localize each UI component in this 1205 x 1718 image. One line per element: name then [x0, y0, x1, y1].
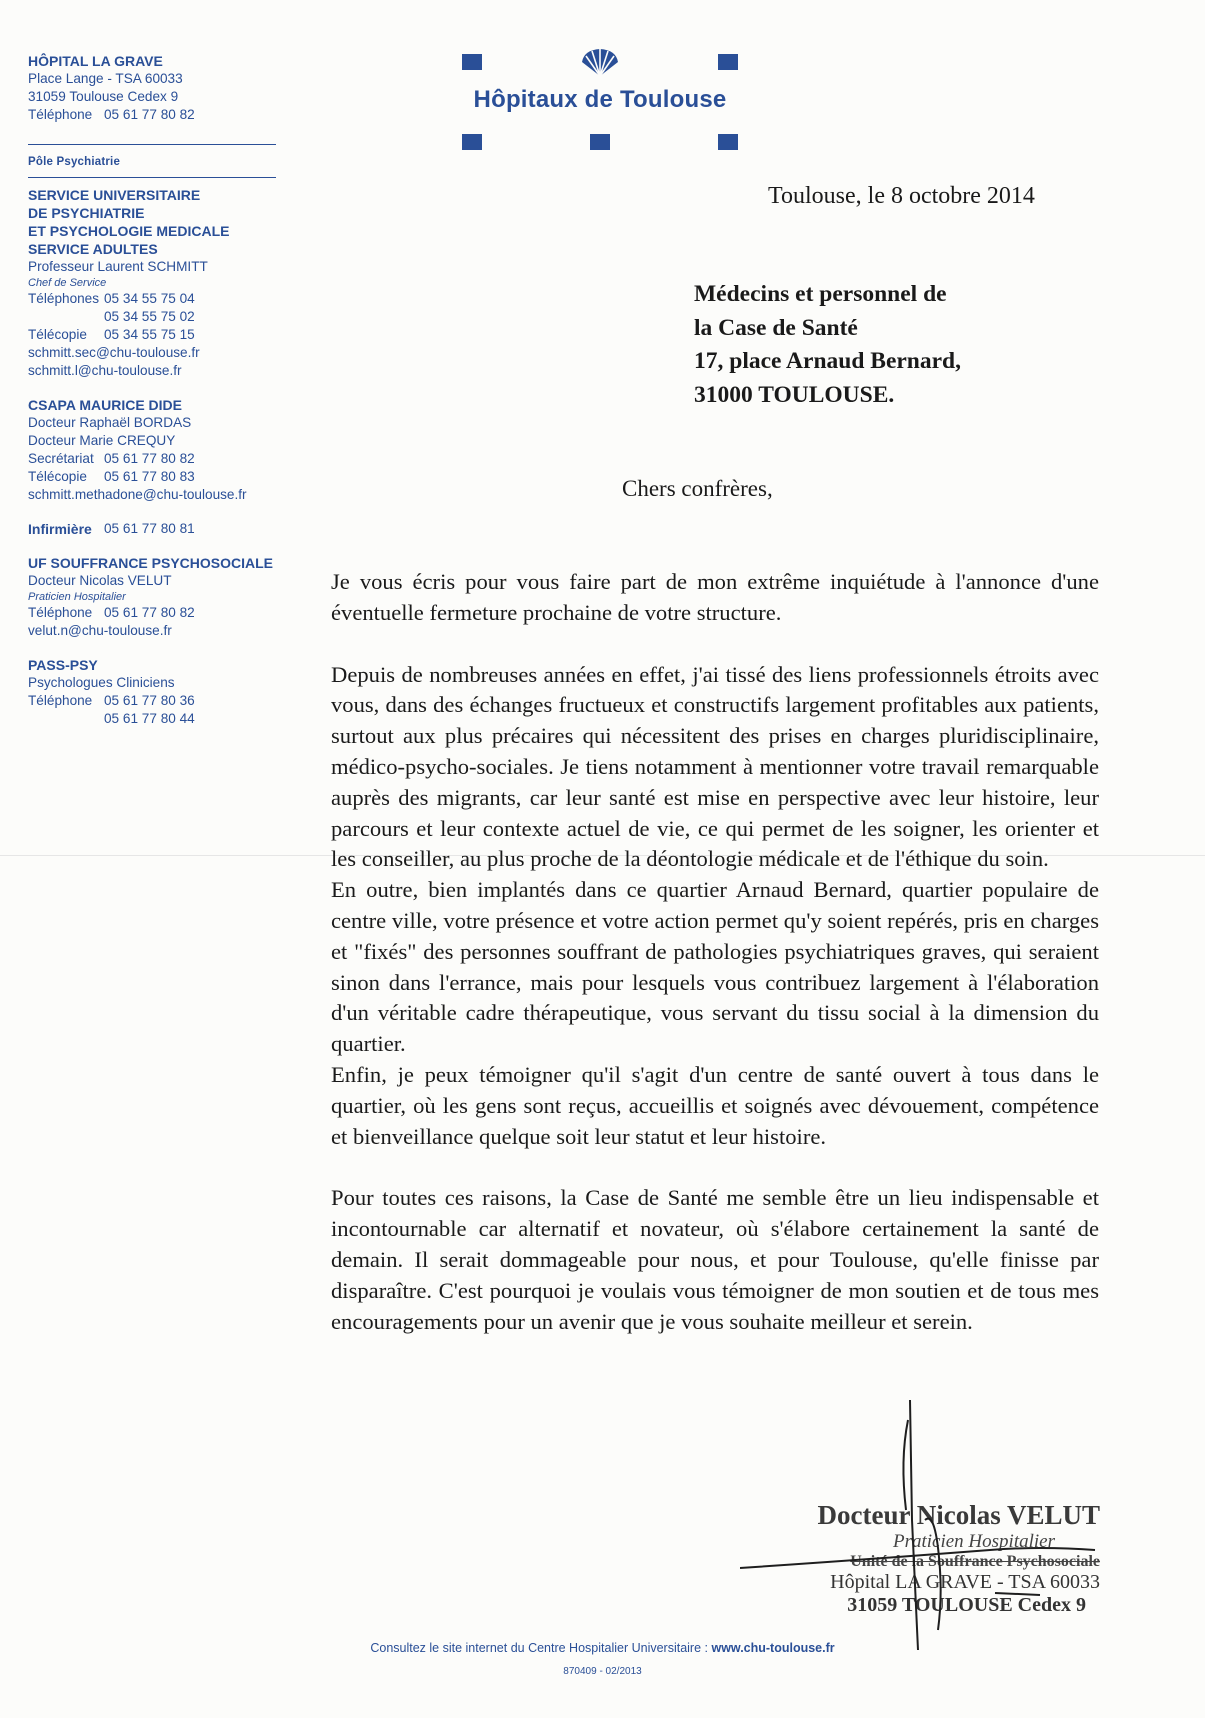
- uf-role: Praticien Hospitalier: [28, 591, 126, 603]
- shell-icon: [580, 48, 620, 78]
- service-title-line: DE PSYCHIATRIE: [28, 205, 145, 221]
- logo-square: [462, 54, 482, 70]
- service-phone: 05 34 55 75 02: [104, 309, 195, 324]
- logo-square: [718, 134, 738, 150]
- footer-link[interactable]: www.chu-toulouse.fr: [711, 1641, 835, 1655]
- service-title-line: SERVICE ADULTES: [28, 241, 158, 257]
- footer: [0, 1641, 1205, 1655]
- footer-text: Consultez le site internet du Centre Hospitalier Universitaire :: [370, 1641, 712, 1655]
- csapa-doctor: Docteur Raphaël BORDAS: [28, 415, 192, 430]
- service-email: schmitt.l@chu-toulouse.fr: [28, 363, 182, 378]
- stamp-unit: Unité de la Souffrance Psychosociale: [850, 1553, 1100, 1570]
- service-phone: Téléphones 05 34 55 75 04: [28, 291, 195, 306]
- uf-phone: Téléphone 05 61 77 80 82: [28, 605, 195, 620]
- service-head: Professeur Laurent SCHMITT: [28, 259, 208, 274]
- logo-square: [718, 54, 738, 70]
- hospital-phone: Téléphone 05 61 77 80 82: [28, 107, 195, 122]
- letterhead-sidebar: [28, 52, 278, 728]
- paragraph: Depuis de nombreuses années en effet, j'ai tissé des liens professionnels étroits avec vous, dans des échanges fructueux et constructifs largement profitables aux patients, surtout aux plus précaires qui nécessitent des prises en charges pluridisciplinaire, médico-psycho-sociales. Je tiens notamment à mentionner votre travail remarquable auprès des migrants, car leur santé est mise en perspective avec leur histoire, leur parcours et leur contexte actuel de vie, ce qui permet de les soigner, les orienter et les conseiller, au plus proche de la déontologie médicale et de l'éthique du soin.: [331, 661, 1099, 872]
- csapa-email: schmitt.methadone@chu-toulouse.fr: [28, 487, 247, 502]
- uf-title: UF SOUFFRANCE PSYCHOSOCIALE: [28, 555, 274, 571]
- paragraph: Pour toutes ces raisons, la Case de Santé me semble être un lieu indispensable et incontournable car alternatif et novateur, où s'élabore certainement la santé de demain. Il serait dommageable pour nous, et pour Toulouse, qu'elle finisse par disparaître. C'est pourquoi je voulais vous témoigner de mon soutien et de tous mes encouragements pour un avenir que je vous souhaite meilleur et serein.: [331, 1185, 1099, 1334]
- stamp-city: 31059 TOULOUSE Cedex 9: [847, 1594, 1086, 1616]
- recipient-line: 17, place Arnaud Bernard,: [694, 348, 962, 374]
- letter-body: [331, 567, 1099, 1337]
- uf-doctor: Docteur Nicolas VELUT: [28, 573, 172, 588]
- service-title-line: SERVICE UNIVERSITAIRE: [28, 187, 201, 203]
- csapa-fax: Télécopie 05 61 77 80 83: [28, 469, 195, 484]
- divider: [28, 144, 276, 145]
- stamp-name: Docteur Nicolas VELUT: [817, 1500, 1100, 1530]
- recipient-line: la Case de Santé: [694, 314, 858, 341]
- logo-square: [462, 134, 482, 150]
- greeting: Chers confrères,: [622, 476, 773, 501]
- paragraph: Je vous écris pour vous faire part de mon extrême inquiétude à l'annonce d'une éventuelle fermeture prochaine de votre structure.: [331, 569, 1099, 625]
- pass-title: PASS-PSY: [28, 657, 98, 673]
- hospital-name: HÔPITAL LA GRAVE: [28, 53, 163, 69]
- pole-label: Pôle Psychiatrie: [28, 156, 121, 168]
- service-fax: Télécopie 05 34 55 75 15: [28, 327, 195, 342]
- service-email: schmitt.sec@chu-toulouse.fr: [28, 345, 200, 360]
- logo-square: [590, 134, 610, 150]
- paragraph: Enfin, je peux témoigner qu'il s'agit d'un centre de santé ouvert à tous dans le quartier, où les gens sont reçus, accueillis et soignés avec dévouement, compétence et bienveillance quelque soit leur statut et leur histoire.: [331, 1061, 1099, 1149]
- infirmiere-phone: Infirmière 05 61 77 80 81: [28, 521, 195, 537]
- logo-text: Hôpitaux de Toulouse: [473, 86, 727, 113]
- pass-subtitle: Psychologues Cliniciens: [28, 675, 175, 690]
- recipient-address: [694, 278, 961, 412]
- hospital-address-line: Place Lange - TSA 60033: [28, 71, 183, 86]
- pass-phone: 05 61 77 80 44: [104, 711, 195, 726]
- stamp-title: Praticien Hospitalier: [892, 1531, 1055, 1552]
- csapa-secretariat: Secrétariat 05 61 77 80 82: [28, 451, 195, 466]
- service-title-line: ET PSYCHOLOGIE MEDICALE: [28, 223, 230, 239]
- stamp-hospital: Hôpital LA GRAVE - TSA 60033: [830, 1571, 1100, 1593]
- hospital-address-line: 31059 Toulouse Cedex 9: [28, 89, 179, 104]
- csapa-title: CSAPA MAURICE DIDE: [28, 397, 183, 413]
- hospital-logo: [460, 48, 740, 153]
- pass-phone: Téléphone 05 61 77 80 36: [28, 693, 195, 708]
- service-role: Chef de Service: [28, 277, 107, 289]
- recipient-line: 31000 TOULOUSE.: [694, 381, 895, 408]
- paragraph: En outre, bien implantés dans ce quartier Arnaud Bernard, quartier populaire de centre ville, votre présence et votre action permet qu'y soient repérés, pris en charges et "fixés" des personnes souffrant de pathologies psychiatriques graves, qui seraient sinon dans l'errance, mais pour lesquels vous contribuez largement à l'élaboration d'un véritable cadre thérapeutique, vous servant du tissu social à la dimension du quartier.: [331, 877, 1099, 1057]
- uf-email: velut.n@chu-toulouse.fr: [28, 623, 172, 638]
- handwritten-signature: [740, 1400, 1100, 1650]
- document-code: 870409 - 02/2013: [563, 1666, 642, 1677]
- letter-date: Toulouse, le 8 octobre 2014: [768, 183, 1035, 209]
- csapa-doctor: Docteur Marie CREQUY: [28, 433, 176, 448]
- recipient-line: Médecins et personnel de: [694, 281, 947, 307]
- divider: [28, 177, 276, 178]
